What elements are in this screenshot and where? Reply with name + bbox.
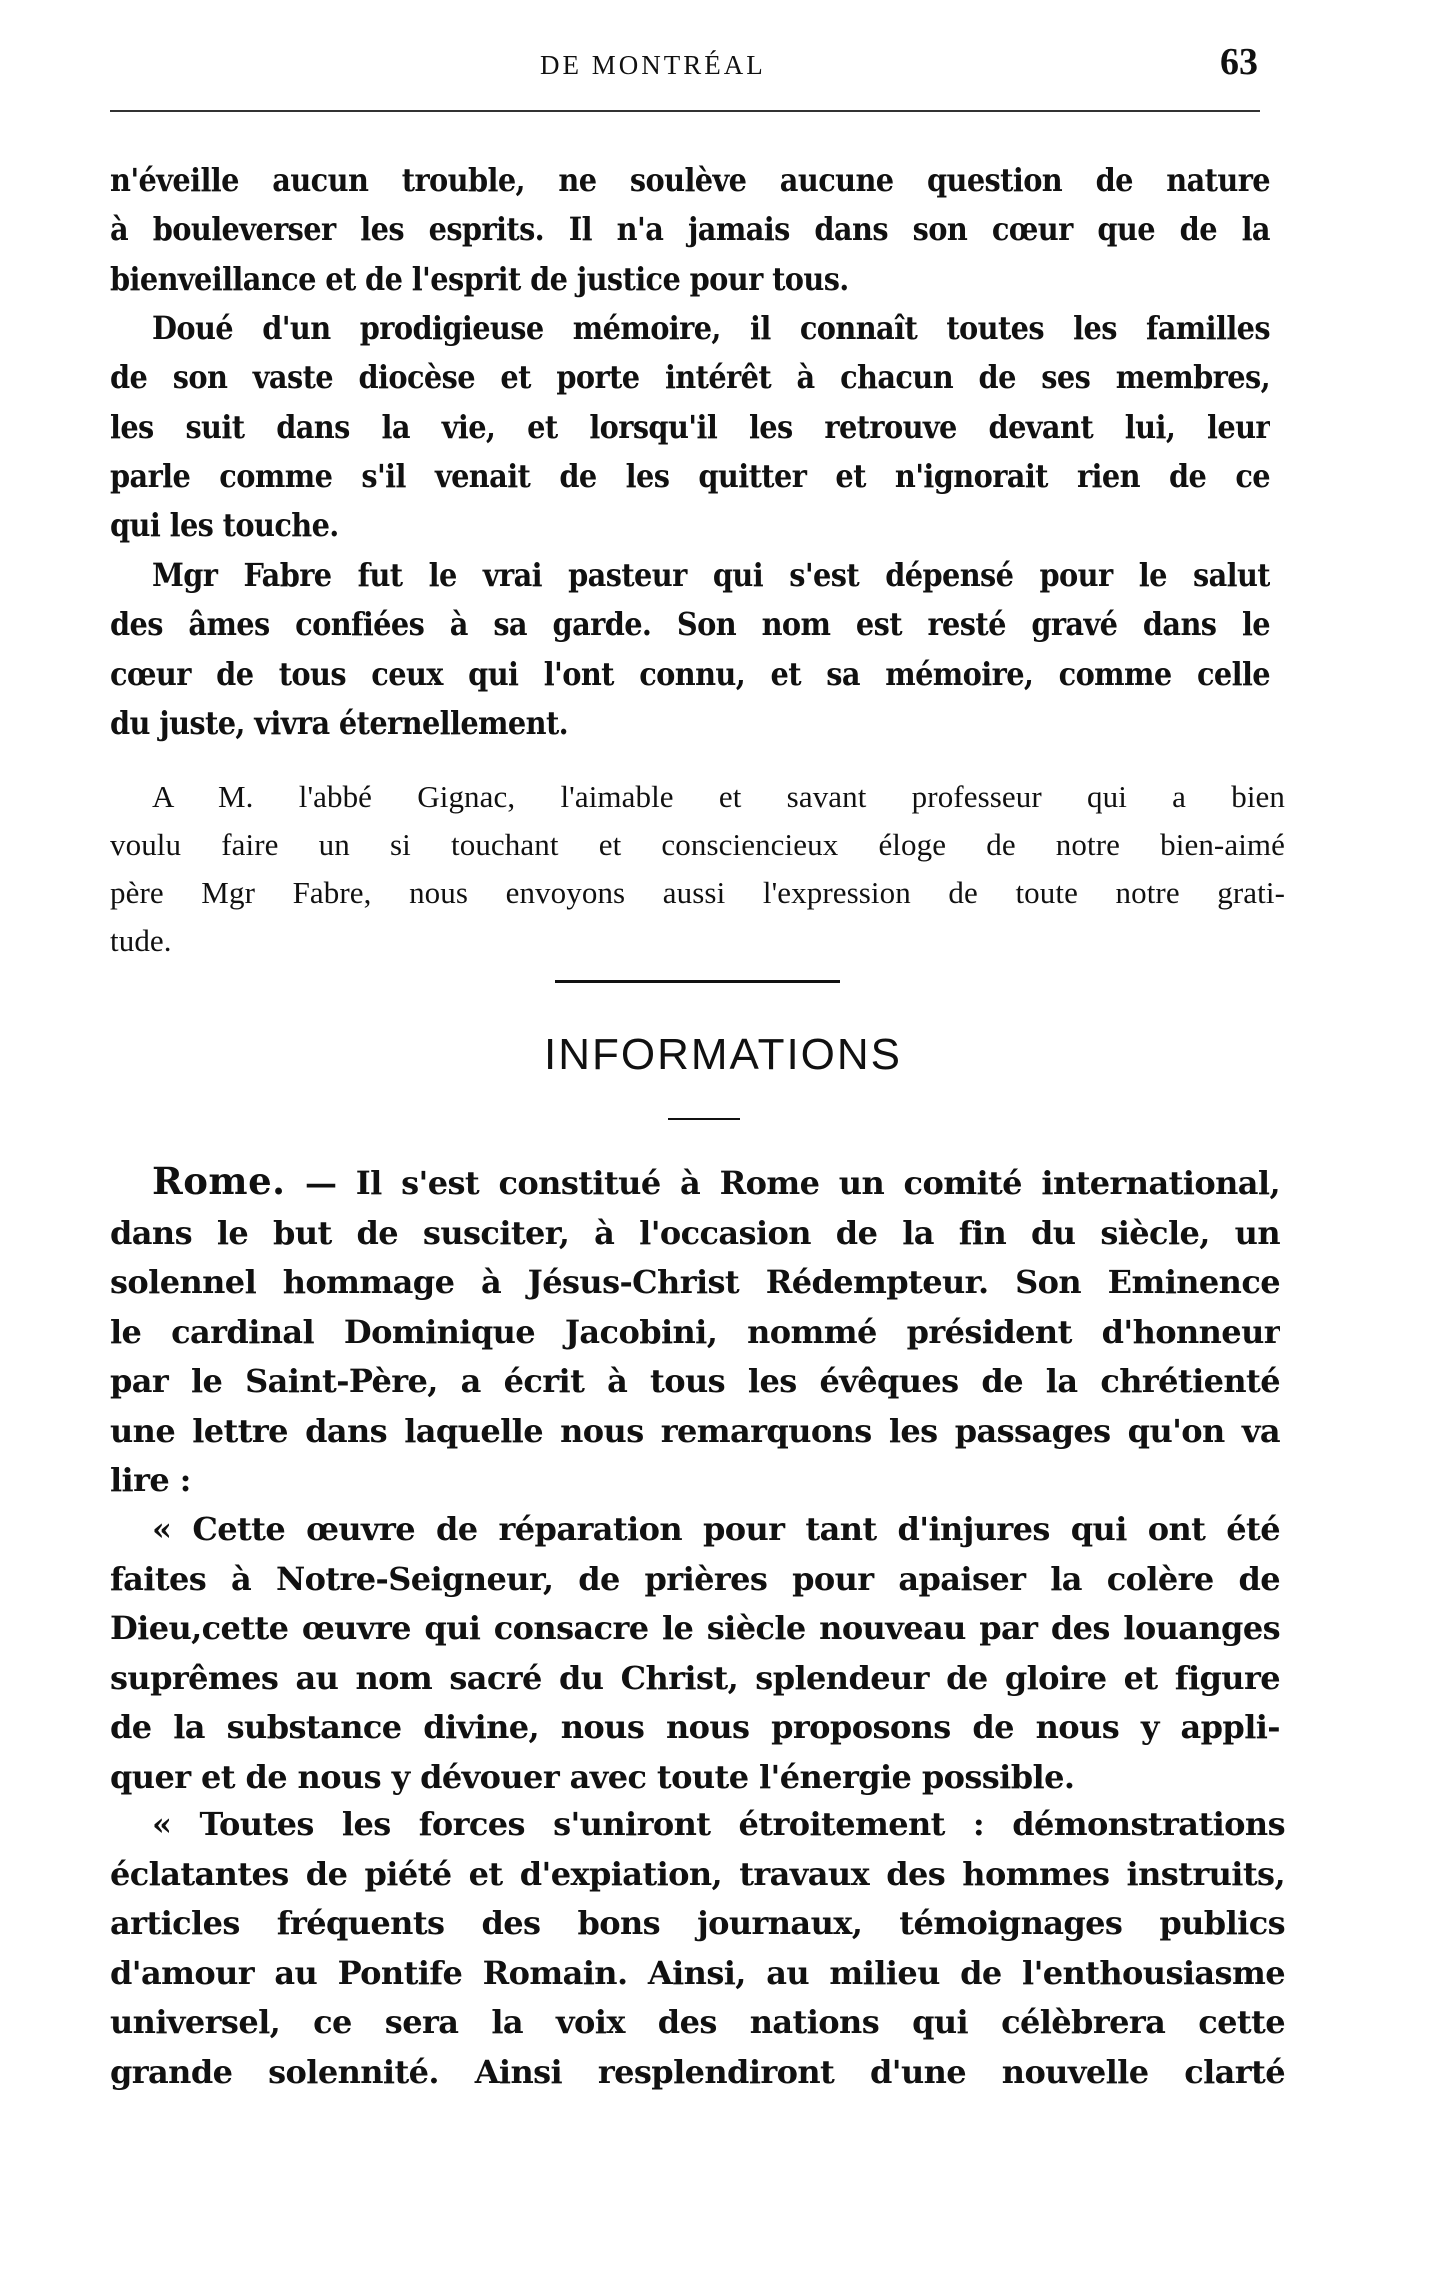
text-line: faites à Notre-Seigneur, de prières pour apaiser la colère de — [110, 1559, 1280, 1598]
text-line: cœur de tous ceux qui l'ont connu, et sa mémoire, comme celle — [110, 654, 1270, 693]
text-line: voulu faire un si touchant et consciencieux éloge de notre bien-aimé — [110, 827, 1285, 862]
text-line: père Mgr Fabre, nous envoyons aussi l'expression de toute notre grati- — [110, 875, 1285, 910]
quote-paragraph-2 — [110, 1800, 1285, 2097]
text-line: articles fréquents des bons journaux, témoignages publics — [110, 1904, 1285, 1942]
text-line: bienveillance et de l'esprit de justice pour tous. — [110, 259, 849, 298]
text-line: le cardinal Dominique Jacobini, nommé président d'honneur — [110, 1312, 1280, 1351]
text-line: par le Saint-Père, a écrit à tous les évêques de la chrétienté — [110, 1362, 1280, 1400]
text-line: quer et de nous y dévouer avec toute l'énergie possible. — [110, 1757, 1075, 1796]
page-number: 63 — [1220, 41, 1258, 83]
text-line: lire : — [110, 1461, 191, 1499]
section-heading: INFORMATIONS — [543, 1030, 903, 1079]
text-line: éclatantes de piété et d'expiation, travaux des hommes instruits, — [110, 1854, 1285, 1893]
text-line: des âmes confiées à sa garde. Son nom est resté gravé dans le — [110, 605, 1270, 644]
text-line: Dieu,cette œuvre qui consacre le siècle nouveau par des louanges — [110, 1609, 1280, 1647]
text-line: de son vaste diocèse et porte intérêt à chacun de ses membres, — [110, 358, 1270, 397]
text-line: universel, ce sera la voix des nations qui célèbrera cette — [110, 2003, 1285, 2041]
text-line: « Cette œuvre de réparation pour tant d'injures qui ont été — [152, 1510, 1280, 1548]
text-line: tude. — [110, 923, 172, 958]
text-line: les suit dans la vie, et lorsqu'il les retrouve devant lui, leur — [110, 407, 1270, 446]
paragraph-3 — [110, 551, 1270, 748]
text-line: Doué d'un prodigieuse mémoire, il connaît toutes les familles — [152, 309, 1270, 347]
text-line: qui les touche. — [110, 506, 339, 545]
text-line: grande solennité. Ainsi resplendiront d'une nouvelle clarté — [110, 2052, 1285, 2091]
text-line: du juste, vivra éternellement. — [110, 703, 569, 742]
text-line: solennel hommage à Jésus-Christ Rédempteur. Son Eminence — [110, 1263, 1280, 1301]
paragraph-2 — [110, 304, 1270, 550]
text-line: parle comme s'il venait de les quitter et n'ignorait rien de ce — [110, 456, 1270, 495]
text-line: d'amour au Pontife Romain. Ainsi, au milieu de l'enthousiasme — [110, 1953, 1285, 1992]
running-title: DE MONTRÉAL — [540, 50, 766, 80]
text-line: Mgr Fabre fut le vrai pasteur qui s'est dépensé pour le salut — [152, 556, 1270, 594]
rome-first-line: — Il s'est constitué à Rome un comité international, — [304, 1164, 1280, 1202]
text-line: de la substance divine, nous nous proposons de nous y appli- — [110, 1708, 1280, 1746]
heading-underline — [668, 1118, 740, 1120]
text-line: une lettre dans laquelle nous remarquons les passages qu'on va — [110, 1411, 1280, 1450]
text-line — [110, 1157, 1280, 1209]
quote-paragraph-1 — [110, 1505, 1280, 1802]
text-line: n'éveille aucun trouble, ne soulève aucune question de nature — [110, 161, 1270, 199]
header-rule — [110, 110, 1260, 112]
text-line: dans le but de susciter, à l'occasion de la fin du siècle, un — [110, 1213, 1280, 1252]
rome-label: Rome. — [152, 1159, 286, 1203]
text-line: à bouleverser les esprits. Il n'a jamais dans son cœur que de la — [110, 210, 1270, 249]
text-line: A M. l'abbé Gignac, l'aimable et savant professeur qui a bien — [152, 779, 1285, 814]
paragraph-1 — [110, 156, 1270, 304]
acknowledgement-note — [110, 773, 1285, 965]
text-line: suprêmes au nom sacré du Christ, splendeur de gloire et figure — [110, 1658, 1280, 1697]
section-separator — [555, 980, 840, 983]
rome-paragraph — [110, 1157, 1280, 1506]
text-line: « Toutes les forces s'uniront étroitement : démonstrations — [152, 1805, 1285, 1843]
